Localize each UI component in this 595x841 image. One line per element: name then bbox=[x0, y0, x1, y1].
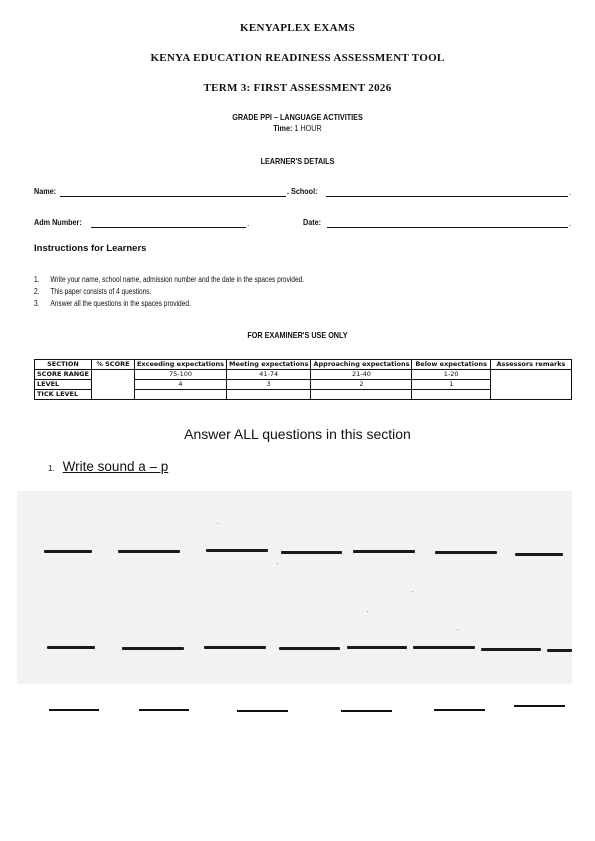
name-label: Name: bbox=[34, 186, 57, 196]
exam-time bbox=[45, 123, 551, 133]
trace-dash bbox=[44, 550, 92, 553]
table-header-row bbox=[35, 360, 572, 370]
grade-subject: GRADE PPI – LANGUAGE ACTIVITIES bbox=[232, 112, 363, 122]
assessment-tool-title: KENYA EDUCATION READINESS ASSESSMENT TOOL bbox=[150, 52, 445, 64]
trace-dash bbox=[279, 647, 340, 650]
col-approaching: Approaching expectations bbox=[311, 360, 412, 370]
table-cell: 21-40 bbox=[311, 370, 412, 380]
col-assessors-remarks: Assessors remarks bbox=[490, 360, 571, 370]
instruction-item bbox=[34, 299, 191, 308]
table-cell: 41-74 bbox=[227, 370, 311, 380]
adm-number-field[interactable] bbox=[91, 227, 246, 228]
answer-line[interactable] bbox=[139, 709, 189, 711]
trace-dash bbox=[281, 551, 342, 554]
answer-line[interactable] bbox=[434, 709, 485, 711]
trace-dash bbox=[118, 550, 180, 553]
trace-dash bbox=[413, 646, 475, 649]
tick-cell[interactable] bbox=[311, 390, 412, 400]
trace-dash bbox=[481, 648, 541, 651]
instruction-text: This paper consists of 4 questions. bbox=[50, 287, 152, 296]
answer-line[interactable] bbox=[237, 710, 288, 712]
trace-dash bbox=[347, 646, 407, 649]
col-below: Below expectations bbox=[412, 360, 490, 370]
table-cell: 1 bbox=[412, 380, 490, 390]
time-value: 1 HOUR bbox=[294, 123, 322, 133]
instruction-number: 3. bbox=[34, 299, 40, 308]
assessors-remarks-cell[interactable] bbox=[490, 370, 571, 400]
school-field[interactable] bbox=[326, 196, 568, 197]
tick-cell[interactable] bbox=[134, 390, 226, 400]
trace-dash bbox=[206, 549, 268, 552]
trace-dash bbox=[435, 551, 497, 554]
question-number: 1. bbox=[48, 464, 55, 473]
exam-org-title: KENYAPLEX EXAMS bbox=[239, 22, 356, 34]
row-label-level: LEVEL bbox=[35, 380, 92, 390]
table-row bbox=[35, 370, 572, 380]
time-label: Time: bbox=[273, 123, 293, 133]
scan-speck bbox=[217, 523, 218, 524]
col-exceeding: Exceeding expectations bbox=[134, 360, 226, 370]
adm-label-wrap bbox=[34, 217, 90, 227]
school-label-wrap bbox=[287, 186, 323, 196]
answer-line[interactable] bbox=[514, 705, 565, 707]
school-label: . School: bbox=[287, 186, 318, 196]
percent-score-cell[interactable] bbox=[91, 370, 134, 400]
instruction-number: 1. bbox=[34, 275, 40, 284]
section-instruction: Answer ALL questions in this section bbox=[184, 426, 411, 442]
trace-dash bbox=[515, 553, 563, 556]
trace-dash bbox=[353, 550, 415, 553]
learner-details-heading: LEARNER'S DETAILS bbox=[260, 156, 335, 166]
date-field[interactable] bbox=[327, 227, 568, 228]
col-section: SECTION bbox=[35, 360, 92, 370]
adm-end-dot: . bbox=[247, 218, 250, 228]
trace-dash bbox=[122, 647, 184, 650]
tracing-worksheet-image bbox=[17, 491, 572, 684]
instruction-item bbox=[34, 275, 304, 284]
instruction-text: Write your name, school name, admission number and the date in the spaces provided. bbox=[50, 275, 305, 284]
instructions-title: Instructions for Learners bbox=[34, 243, 147, 254]
answer-line[interactable] bbox=[341, 710, 392, 712]
instruction-number: 2. bbox=[34, 287, 40, 296]
date-label-wrap bbox=[303, 217, 324, 227]
row-label-score-range: SCORE RANGE bbox=[35, 370, 92, 380]
col-percent-score: % SCORE bbox=[91, 360, 134, 370]
table-cell: 1-20 bbox=[412, 370, 490, 380]
tick-cell[interactable] bbox=[412, 390, 490, 400]
col-meeting: Meeting expectations bbox=[227, 360, 311, 370]
question-text: Write sound a – p bbox=[62, 459, 169, 474]
examiner-use-heading: FOR EXAMINER'S USE ONLY bbox=[247, 330, 348, 340]
table-cell: 75-100 bbox=[134, 370, 226, 380]
trace-dash bbox=[547, 649, 572, 652]
trace-dash bbox=[47, 646, 95, 649]
scan-speck bbox=[367, 611, 368, 612]
name-label-wrap bbox=[34, 186, 60, 196]
scan-speck bbox=[412, 591, 413, 592]
name-field[interactable] bbox=[60, 196, 286, 197]
table-cell: 4 bbox=[134, 380, 226, 390]
instruction-text: Answer all the questions in the spaces provided. bbox=[50, 299, 191, 308]
tick-cell[interactable] bbox=[227, 390, 311, 400]
question-1 bbox=[48, 459, 168, 474]
row-label-tick-level: TICK LEVEL bbox=[35, 390, 92, 400]
date-label: Date: bbox=[303, 217, 322, 227]
date-end-dot: . bbox=[569, 218, 572, 228]
scan-speck bbox=[277, 563, 278, 564]
adm-number-label: Adm Number: bbox=[34, 217, 82, 227]
table-cell: 3 bbox=[227, 380, 311, 390]
term-title: TERM 3: FIRST ASSESSMENT 2026 bbox=[203, 82, 392, 94]
examiner-score-table bbox=[34, 359, 572, 400]
school-end-dot: . bbox=[569, 187, 572, 197]
table-cell: 2 bbox=[311, 380, 412, 390]
instruction-item bbox=[34, 287, 151, 296]
scan-speck bbox=[457, 629, 458, 630]
answer-line[interactable] bbox=[49, 709, 99, 711]
trace-dash bbox=[204, 646, 266, 649]
